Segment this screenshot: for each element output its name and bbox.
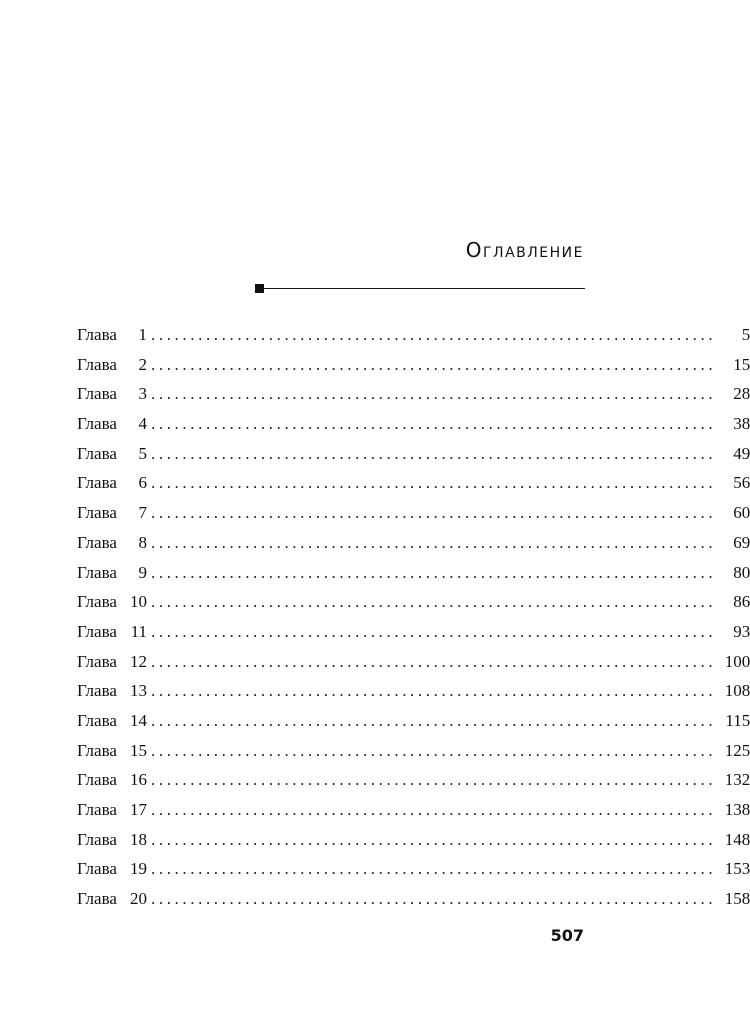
toc-chapter-number: 17 [130, 800, 147, 819]
toc-dot-leader: ........................................................................ [151, 651, 717, 671]
toc-page-number: 100 [724, 651, 750, 671]
toc-page-number: 108 [724, 681, 750, 701]
toc-dot-leader: ........................................................................ [151, 503, 717, 523]
toc-chapter [77, 617, 151, 647]
toc-row[interactable] [77, 528, 750, 558]
rule-line [264, 288, 585, 289]
toc-dot-leader: ........................................................................ [151, 473, 717, 493]
toc-row[interactable] [77, 468, 750, 498]
toc-page-number: 125 [724, 740, 750, 760]
toc-row[interactable] [77, 350, 750, 380]
toc-page-number: 80 [733, 562, 750, 582]
toc-chapter-word: Глава [77, 384, 117, 404]
toc-chapter-number: 9 [138, 562, 147, 582]
toc-row[interactable] [77, 498, 750, 528]
toc-row[interactable] [77, 617, 750, 647]
toc-chapter [77, 825, 151, 855]
toc-chapter [77, 379, 151, 409]
toc-chapter [77, 528, 151, 558]
toc-row[interactable] [77, 884, 750, 914]
toc-chapter [77, 706, 151, 736]
toc-page-number: 115 [725, 710, 750, 730]
toc-page-number: 56 [733, 473, 750, 493]
toc-row[interactable] [77, 795, 750, 825]
toc-page-number: 38 [733, 414, 750, 434]
toc-chapter [77, 765, 151, 795]
toc-dot-leader: ........................................................................ [151, 532, 717, 552]
toc-row[interactable] [77, 706, 750, 736]
toc-page-number: 15 [733, 354, 750, 374]
toc-chapter-word: Глава [77, 889, 117, 909]
toc-page-number: 28 [733, 384, 750, 404]
toc-page-number: 153 [724, 859, 750, 879]
toc-row[interactable] [77, 647, 750, 677]
toc-row[interactable] [77, 409, 750, 439]
toc-chapter-number: 16 [130, 770, 147, 790]
toc-dot-leader: ........................................................................ [151, 740, 717, 760]
toc-chapter [77, 350, 151, 380]
toc-dot-leader: ........................................................................ [151, 800, 717, 819]
toc-chapter-number: 11 [130, 621, 147, 641]
toc-dot-leader: ........................................................................ [151, 592, 717, 612]
toc-chapter-word: Глава [77, 592, 117, 612]
toc-row[interactable] [77, 676, 750, 706]
toc-page-number: 138 [724, 800, 750, 819]
toc-dot-leader: ........................................................................ [151, 443, 717, 463]
toc-chapter-number: 4 [138, 414, 147, 434]
rule-square-ornament [255, 284, 264, 293]
toc-dot-leader: ........................................................................ [151, 829, 717, 849]
toc-chapter-number: 7 [138, 503, 147, 523]
table-of-contents [77, 320, 750, 914]
toc-row[interactable] [77, 736, 750, 766]
toc-chapter-number: 1 [138, 325, 147, 344]
toc-chapter-word: Глава [77, 562, 117, 582]
toc-chapter [77, 854, 151, 884]
toc-dot-leader: ........................................................................ [151, 384, 717, 404]
toc-chapter-word: Глава [77, 473, 117, 493]
toc-chapter [77, 795, 151, 825]
toc-row[interactable] [77, 379, 750, 409]
toc-chapter-word: Глава [77, 621, 117, 641]
toc-chapter-number: 18 [130, 829, 147, 849]
toc-page-number: 93 [733, 621, 750, 641]
toc-chapter-word: Глава [77, 532, 117, 552]
toc-chapter [77, 647, 151, 677]
toc-chapter [77, 320, 151, 350]
toc-chapter-number: 15 [130, 740, 147, 760]
toc-chapter-word: Глава [77, 354, 117, 374]
toc-chapter-number: 13 [130, 681, 147, 701]
toc-chapter-number: 3 [138, 384, 147, 404]
toc-chapter [77, 558, 151, 588]
toc-chapter-word: Глава [77, 443, 117, 463]
toc-chapter-number: 19 [130, 859, 147, 879]
toc-chapter-number: 10 [130, 592, 147, 612]
toc-dot-leader: ........................................................................ [151, 621, 717, 641]
toc-chapter-word: Глава [77, 325, 117, 344]
toc-page-number: 158 [724, 889, 750, 909]
toc-chapter [77, 587, 151, 617]
toc-chapter-number: 20 [130, 889, 147, 909]
toc-chapter-word: Глава [77, 740, 117, 760]
toc-row[interactable] [77, 558, 750, 588]
toc-chapter-word: Глава [77, 800, 117, 819]
toc-dot-leader: ........................................................................ [151, 354, 717, 374]
toc-chapter-word: Глава [77, 503, 117, 523]
page-title: Оглавление [465, 238, 584, 262]
toc-chapter [77, 676, 151, 706]
toc-page-number: 132 [724, 770, 750, 790]
toc-chapter-word: Глава [77, 681, 117, 701]
toc-chapter-word: Глава [77, 859, 117, 879]
toc-chapter [77, 439, 151, 469]
toc-chapter [77, 884, 151, 914]
toc-chapter-word: Глава [77, 414, 117, 434]
toc-page-number: 49 [733, 443, 750, 463]
toc-row[interactable] [77, 854, 750, 884]
toc-chapter [77, 498, 151, 528]
toc-page-number: 5 [741, 325, 750, 344]
toc-chapter-word: Глава [77, 710, 117, 730]
toc-page-number: 69 [733, 532, 750, 552]
toc-chapter-word: Глава [77, 770, 117, 790]
toc-dot-leader: ........................................................................ [151, 414, 717, 434]
toc-chapter-word: Глава [77, 651, 117, 671]
toc-chapter-word: Глава [77, 829, 117, 849]
toc-row[interactable] [77, 587, 750, 617]
toc-dot-leader: ........................................................................ [151, 859, 717, 879]
toc-dot-leader: ........................................................................ [151, 770, 717, 790]
toc-chapter-number: 14 [130, 710, 147, 730]
page-number: 507 [550, 926, 584, 945]
toc-chapter-number: 5 [138, 443, 147, 463]
toc-dot-leader: ........................................................................ [151, 889, 717, 909]
toc-row[interactable] [77, 320, 750, 350]
toc-chapter [77, 468, 151, 498]
toc-dot-leader: ........................................................................ [151, 562, 717, 582]
toc-page-number: 60 [733, 503, 750, 523]
toc-dot-leader: ........................................................................ [151, 325, 717, 344]
toc-chapter-number: 2 [138, 354, 147, 374]
toc-row[interactable] [77, 765, 750, 795]
toc-page-number: 86 [733, 592, 750, 612]
toc-chapter [77, 736, 151, 766]
toc-chapter-number: 6 [138, 473, 147, 493]
toc-row[interactable] [77, 825, 750, 855]
toc-dot-leader: ........................................................................ [151, 710, 717, 730]
title-rule [255, 284, 585, 294]
toc-dot-leader: ........................................................................ [151, 681, 717, 701]
toc-chapter-number: 12 [130, 651, 147, 671]
toc-chapter-number: 8 [138, 532, 147, 552]
toc-row[interactable] [77, 439, 750, 469]
toc-chapter [77, 409, 151, 439]
toc-page-number: 148 [724, 829, 750, 849]
